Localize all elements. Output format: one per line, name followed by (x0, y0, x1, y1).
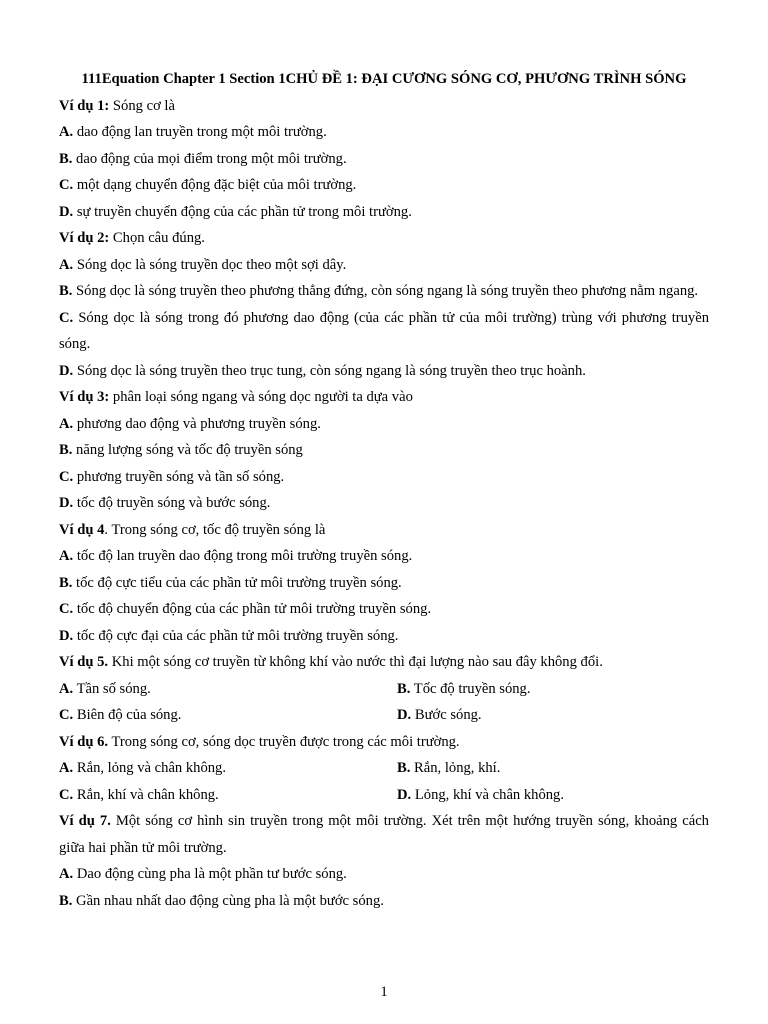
option-text: Rắn, khí và chân không. (73, 786, 219, 803)
option-a (59, 755, 397, 782)
option-b (59, 888, 709, 915)
option-c (59, 782, 397, 809)
option-key: A. (59, 124, 74, 140)
option-key: C. (59, 786, 74, 803)
option-a (59, 543, 709, 570)
option-text: Rắn, lỏng và chân không. (73, 760, 227, 776)
option-a (59, 861, 709, 888)
option-row (59, 676, 709, 703)
option-b (59, 146, 709, 173)
option-key: B. (59, 150, 73, 167)
option-row (59, 782, 709, 809)
option-text: Sóng dọc là sóng truyền theo trục tung, còn sóng ngang là sóng truyền theo trục hoành. (73, 362, 586, 379)
option-key: C. (59, 707, 74, 723)
question-stem: . Trong sóng cơ, tốc độ truyền sóng là (104, 521, 326, 538)
option-key: B. (59, 574, 73, 591)
question-2 (59, 225, 709, 252)
option-text: Sóng dọc là sóng truyền theo phương thẳng đứng, còn sóng ngang là sóng truyền theo phương nằm ngang. (72, 283, 699, 299)
document-page (59, 66, 709, 914)
question-label: Ví dụ 5. (59, 654, 109, 670)
page-number: 1 (380, 984, 388, 1000)
option-text: dao động của mọi điểm trong một môi trường. (72, 150, 347, 167)
option-row (59, 702, 709, 729)
option-key: A. (59, 760, 74, 776)
option-key: B. (397, 680, 411, 697)
option-key: B. (59, 892, 73, 909)
option-text: Bước sóng. (411, 707, 482, 723)
option-key: A. (59, 415, 74, 432)
option-key: D. (59, 495, 74, 511)
option-b (397, 755, 735, 782)
option-key: D. (59, 362, 74, 379)
question-7 (59, 808, 709, 861)
option-d (59, 623, 709, 650)
question-stem: Trong sóng cơ, sóng dọc truyền được trong các môi trường. (108, 733, 460, 750)
question-stem: Chọn câu đúng. (109, 230, 205, 246)
option-text: phương dao động và phương truyền sóng. (73, 415, 321, 432)
option-key: D. (59, 203, 74, 220)
option-text: Lỏng, khí và chân không. (411, 786, 565, 803)
question-1 (59, 93, 709, 120)
option-text: một dạng chuyển động đặc biệt của môi trường. (73, 177, 357, 193)
option-text: Biên độ của sóng. (73, 707, 182, 723)
option-a (59, 252, 709, 279)
option-text: Sóng dọc là sóng truyền dọc theo một sợi dây. (73, 256, 347, 273)
option-key: D. (59, 627, 74, 644)
option-b (59, 570, 709, 597)
option-a (59, 411, 709, 438)
option-key: A. (59, 256, 74, 273)
option-text: Tần số sóng. (73, 680, 151, 697)
option-text: tốc độ cực tiểu của các phần tử môi trường truyền sóng. (72, 574, 402, 591)
question-label: Ví dụ 3: (59, 389, 110, 405)
option-text: tốc độ chuyển động của các phần tử môi trường truyền sóng. (73, 601, 432, 617)
question-4 (59, 517, 709, 544)
question-5 (59, 649, 709, 676)
option-row (59, 755, 709, 782)
option-key: C. (59, 309, 74, 326)
option-key: B. (59, 442, 73, 458)
option-text: tốc độ lan truyền dao động trong môi trường truyền sóng. (73, 548, 413, 564)
option-text: tốc độ truyền sóng và bước sóng. (73, 495, 271, 511)
option-a (59, 119, 709, 146)
option-d (59, 199, 709, 226)
question-label: Ví dụ 4 (59, 521, 105, 538)
option-key: C. (59, 177, 74, 193)
option-b (59, 278, 709, 305)
option-c (59, 702, 397, 729)
option-b (59, 437, 709, 464)
option-key: D. (397, 707, 412, 723)
question-label: Ví dụ 6. (59, 733, 109, 750)
option-key: A. (59, 680, 74, 697)
question-stem: phân loại sóng ngang và sóng dọc người ta dựa vào (109, 389, 413, 405)
option-c (59, 464, 709, 491)
question-stem: Một sóng cơ hình sin truyền trong một môi trường. Xét trên một hướng truyền sóng, khoảng cách giữa hai phần tử môi trường. (59, 813, 709, 856)
option-key: A. (59, 548, 74, 564)
question-label: Ví dụ 1: (59, 97, 110, 114)
option-text: Sóng dọc là sóng trong đó phương dao động (của các phần tử của môi trường) trùng với phương truyền sóng. (59, 309, 709, 352)
option-key: C. (59, 601, 74, 617)
option-d (397, 702, 735, 729)
question-3 (59, 384, 709, 411)
option-key: D. (397, 786, 412, 803)
option-a (59, 676, 397, 703)
option-d (397, 782, 735, 809)
option-text: dao động lan truyền trong một môi trường. (73, 124, 327, 140)
option-text: Gần nhau nhất dao động cùng pha là một bước sóng. (72, 892, 384, 909)
option-d (59, 358, 709, 385)
option-key: A. (59, 866, 74, 882)
option-b (397, 676, 735, 703)
option-text: sự truyền chuyển động của các phần tử trong môi trường. (73, 203, 412, 220)
question-6 (59, 729, 709, 756)
option-text: năng lượng sóng và tốc độ truyền sóng (72, 442, 303, 458)
option-text: Rắn, lỏng, khí. (410, 760, 501, 776)
question-label: Ví dụ 2: (59, 230, 110, 246)
option-text: tốc độ cực đại của các phần tử môi trường truyền sóng. (73, 627, 399, 644)
option-c (59, 305, 709, 358)
option-text: Dao động cùng pha là một phần tư bước sóng. (73, 866, 347, 882)
question-label: Ví dụ 7. (59, 813, 111, 829)
option-key: B. (397, 760, 411, 776)
option-text: phương truyền sóng và tần số sóng. (73, 468, 285, 485)
document-title: 111Equation Chapter 1 Section 1CHỦ ĐỀ 1: ĐẠI CƯƠNG SÓNG CƠ, PHƯƠNG TRÌNH SÓNG (81, 71, 687, 87)
option-c (59, 596, 709, 623)
question-stem: Khi một sóng cơ truyền từ không khí vào nước thì đại lượng nào sau đây không đổi. (108, 654, 603, 670)
option-key: B. (59, 283, 73, 299)
option-text: Tốc độ truyền sóng. (410, 680, 531, 697)
option-key: C. (59, 468, 74, 485)
option-d (59, 490, 709, 517)
question-stem: Sóng cơ là (109, 97, 175, 114)
option-c (59, 172, 709, 199)
